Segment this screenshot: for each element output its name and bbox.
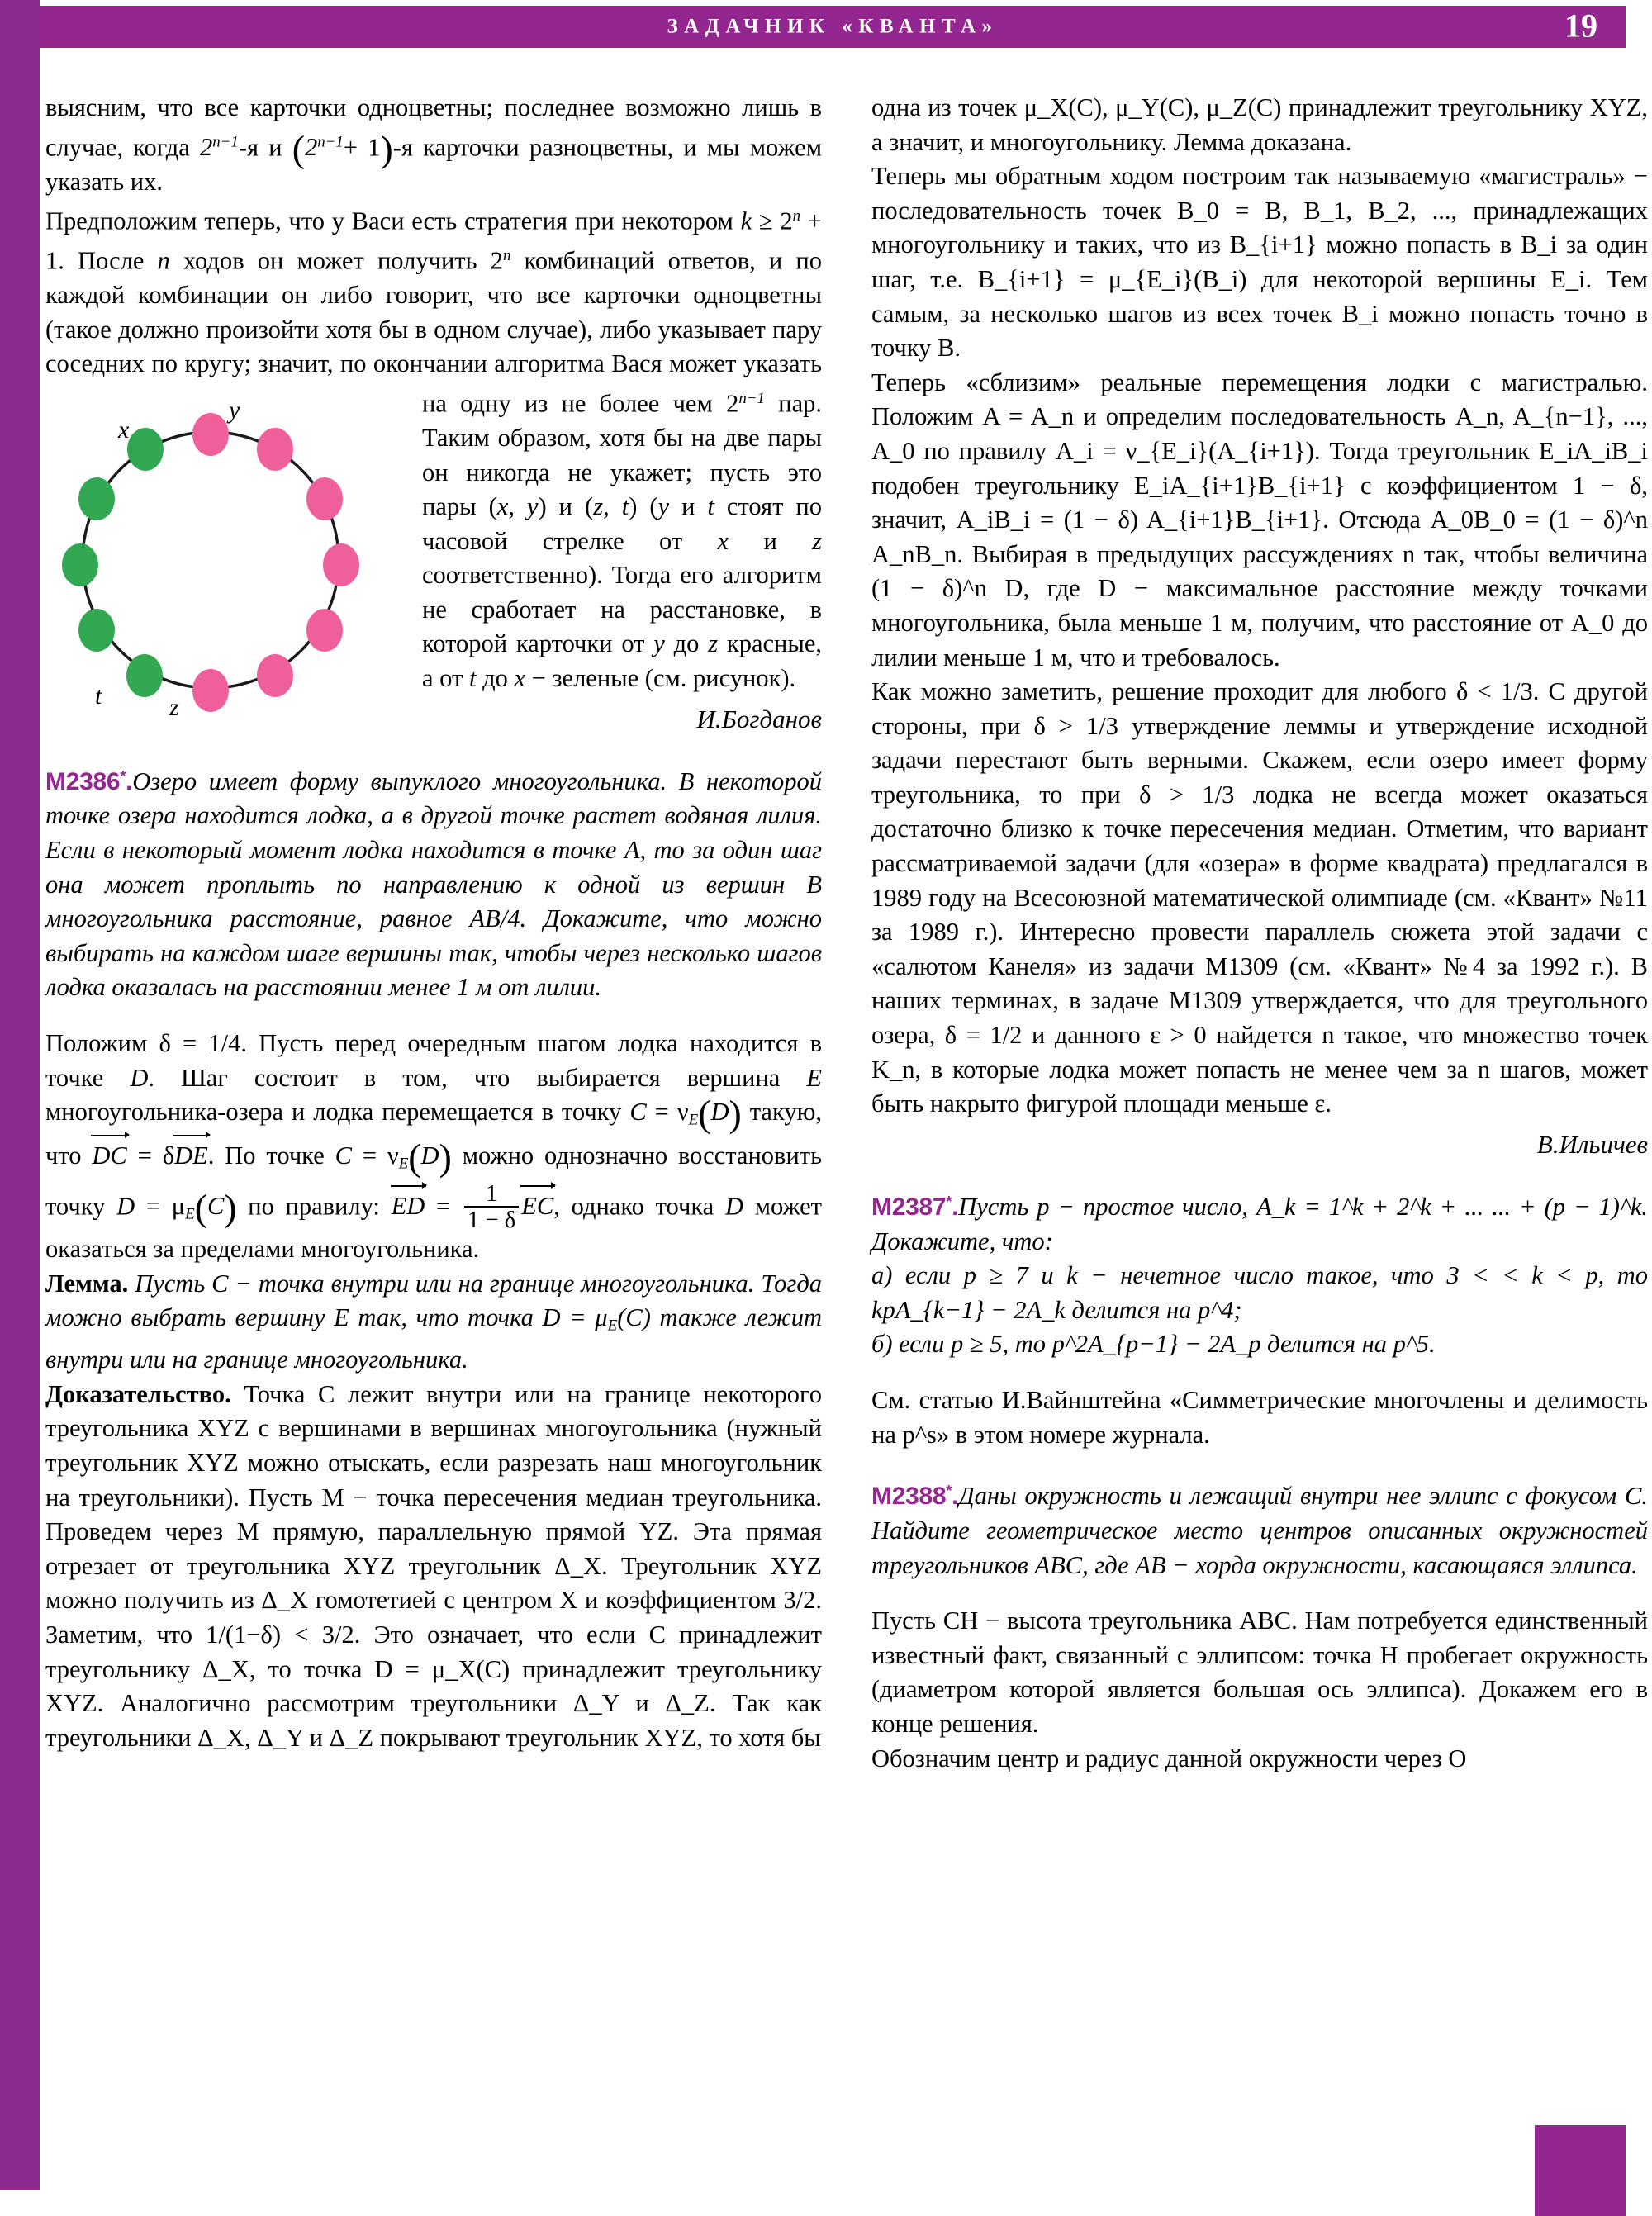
point-D-3: D [420,1141,439,1170]
point-C-1: C [629,1098,647,1127]
lemma-body-1: Пусть C − точка внутри или на границе многоугольника. Тогда можно выбрать вершину E так, что точка [45,1269,823,1332]
sol1-j: может оказаться за пределами многоугольника. [45,1192,823,1264]
marker-pink-z [192,669,229,712]
problem-m2387-item-b: б) если p ≥ 5, то p^2A_{p−1} − 2A_p делится на p^5. [871,1330,1436,1359]
right-paragraph-1: одна из точек μ_X(C), μ_Y(C), μ_Z(C) принадлежит треугольнику XYZ, а значит, и многоугольнику. Лемма доказана. [871,93,1648,156]
cont2-t5: 2 [490,246,503,275]
lemma-paragraph [45,1267,822,1378]
problem-m2387-line2: ... + (p − 1)^k. Докажите, что: [871,1193,1648,1255]
var-t-3: t [468,664,477,693]
equals-sign-1: = [425,1192,462,1221]
comma-1: , [508,492,527,521]
var-t-1: t [621,492,629,521]
vector-ED: ED [392,1188,425,1224]
page-number: 19 [1564,7,1597,45]
var-k: k [740,206,752,235]
cont2-t8: пар. Таким образом, хотя бы на две пары он никогда не укажет; пусть это пары ( [422,389,823,521]
problem-number-m2387: M2387*. [871,1192,959,1222]
fraction-numerator: 1 [485,1179,498,1207]
sol1-g: можно однозначно восстановить точку [45,1141,822,1221]
cont1-line2a: возможно лишь в случае, когда [45,93,823,161]
figure-label-z: z [169,693,179,717]
marker-pink-1 [257,428,293,471]
problem-m2387 [871,1184,1648,1259]
problem-star-m2388: * [946,1482,952,1500]
sol1-h: по правилу: [236,1192,392,1221]
cont1-line1: выясним, что все карточки одноцветны; последнее [45,93,615,121]
figure-circle [83,432,339,688]
sol1-e: такую, что [45,1098,822,1170]
circle-figure-svg [45,387,401,717]
cont1-line2f: -я [392,132,413,161]
problem-star-m2386: * [120,766,126,785]
cont2-t16: до [664,629,709,658]
point-C-2: C [335,1141,352,1170]
sub-E-1: E [688,1111,699,1129]
spacer [45,738,822,759]
cont2-t19: до [476,664,515,693]
var-z-1: z [593,492,604,521]
cont2-ge: ≥ 2 [752,206,793,235]
marker-green-3 [78,609,115,652]
cont2-t2: + 1 [45,206,822,275]
right-paragraph-2: Теперь мы обратным ходом построим так называемую «магистраль» − последовательность точек B_0 = B, B_1, B_2, ..., принадлежащих многоугольнику и таких, что из B_{i+1} можно попасть в B_i за один шаг, т.е. B_{i+1} = μ_{E_i}(B_i) для некоторой вершины E_i. Тем самым, за несколько шагов из всех точек B_i можно попасть точно в точку B. [871,162,1648,363]
cont1-line2c: -я и [238,132,292,161]
sol1-b: . Пусть перед очередным шагом лодка находится в точке [45,1029,823,1092]
var-x-1: x [496,492,509,521]
problem-m2386 [45,759,822,1005]
marker-green-x [127,428,164,471]
power-2-n-minus-1-a: $2^{n-1}$ [199,132,239,161]
cont2-t15: соответственно). Тогда его алгоритм не сработает на расстановке, в которой карточки от [422,561,822,658]
var-x-2: x [717,526,729,555]
plus-one: + 1 [343,132,381,161]
figure-label-x: x [118,415,130,444]
right-column [871,91,1648,1776]
sol1-eq2: = δ [126,1141,175,1170]
var-y-1: y [526,492,539,521]
paren-open-1: ( [698,1092,711,1135]
author-attribution-1: И.Богданов [696,704,822,733]
right-paragraph-last-2: Обозначим центр и радиус данной окружности через O [871,1744,1467,1772]
lemma-arg: (C) [617,1303,651,1332]
close-paren-big: ) [380,127,393,170]
proof-body: Точка C лежит внутри или на границе некоторого треугольника XYZ с вершинами в вершинах многоугольника (нужный треугольник XYZ можно отыскать, если разрезать наш многоугольник на треугольники). Пусть M − точка пересечения медиан треугольника. Проведем через M прямую, параллельную прямой YZ. Эта прямая отрезает от треугольника XYZ треугольник Δ_X. Треугольник XYZ можно получить из Δ_X гомотетией с центром X и коэффициентом 3/2. Заметим, что 1/(1−δ) < 3/2. Это означает, что если C принадлежит треугольнику Δ_X, то точка D = μ_X(C) принадлежит треугольнику XYZ. Аналогично рассмотрим треугольники Δ_Y и Δ_Z. Так как треугольники Δ_X, Δ_Y и Δ_Z покрывают треугольник XYZ, то хотя бы [45,1379,822,1752]
left-column [45,91,822,1755]
paren-close-2: ) [439,1136,452,1179]
marker-green-2 [62,543,98,586]
sol1-d: многоугольника-озера и лодка перемещается в точку [45,1098,630,1127]
var-y-3: y [653,629,665,658]
lemma-heading: Лемма. [45,1269,129,1298]
circle-figure [45,387,401,717]
spacer [871,1163,1648,1184]
corner-accent-tab [1535,2125,1626,2216]
marker-pink-y [192,413,229,456]
proof-heading: Доказательство. [45,1379,231,1408]
cont2-t10: ) ( [629,492,658,521]
problem-m2388 [871,1473,1648,1583]
problem-text-m2386: Озеро имеет форму выпуклого многоугольника. В некоторой точке озера находится лодка, а в другой точке растет водяная лилия. Если в некоторый момент лодка находится в точке A, то за один шаг она может проплыть по направлению к одной из вершин B многоугольника расстояние, равное AB/4. Докажите, что можно выбирать на каждом шаге вершины так, чтобы через несколько шагов лодка оказалась на расстоянии менее 1 м от лилии. [45,766,822,1002]
page-header-bar [40,6,1626,48]
spacer [45,1005,822,1027]
problem-m2387-line1: Пусть p − простое число, A_k = 1^k + 2^k + ... [958,1193,1484,1222]
lemma-D-mu: D = μ [542,1303,608,1332]
problem-number-m2386: M2386*. [45,766,133,795]
sol1-eq: = ν [646,1098,689,1127]
fraction-denominator: 1 − δ [464,1206,519,1232]
mu-E-C: = $\mu_E(C)$ [135,1186,237,1229]
sol1-c: . Шаг состоит в том, что выбирается вершина [148,1063,807,1092]
var-z-2: z [812,526,822,555]
cont2-t9: ) и ( [538,492,594,521]
marker-green-t [126,654,163,697]
spacer [871,1452,1648,1473]
var-t-2: t [707,492,714,521]
reference-note: См. статью И.Вайнштейна «Симметрические многочлены и делимость на p^s» в этом номере журнала. [871,1386,1648,1449]
point-D-2: D [710,1098,729,1127]
var-x-3: x [514,664,526,693]
cont2-t4: ходов он может получить [169,246,491,275]
author-attribution-2: В.Ильичев [1536,1129,1648,1159]
solution-paragraph-1 [45,1027,822,1267]
paragraph-continuation-2 [45,199,823,717]
spacer [871,1362,1648,1383]
sol1-i: , однако точка [553,1192,725,1221]
exp-n-2: n [502,247,511,265]
right-paragraph-4: Как можно заметить, решение проходит для любого δ < 1/3. С другой стороны, при δ > 1/3 утверждение леммы и утверждение исходной задачи перестают быть верными. Скажем, если озеро имеет форму треугольника, то при δ > 1/3 лодка не всегда может оказаться достаточно близко к точке пересечения медиан. Отметим, что вариант рассматриваемой задачи (для «озера» в форме квадрата) предлагался в 1989 году на Всесоюзной математической олимпиаде (см. «Квант» №11 за 1989 г.). Интересно провести параллель сюжета этой задачи с «салютом Канеля» из задачи М1309 (см. «Квант» №4 за 1992 г.). В наших терминах, в задаче М1309 утверждается, что для треугольного озера, δ = 1/2 и данного ε > 0 найдется n такое, что множество точек K_n, в которые лодка может попасть не менее чем за n шагов, может быть накрыто фигурой площади меньше ε. [871,677,1648,1118]
var-n-1: n [157,246,170,275]
comma-2: , [603,492,622,521]
problem-star-m2387: * [946,1192,952,1210]
marker-pink-5 [257,654,293,697]
cont2-t20: − зеленые (см. рисунок). [525,664,796,693]
cont2-t17: красные, а от [422,629,822,693]
exp-n-1: n [792,207,801,225]
right-paragraph-last: Пусть CH − высота треугольника ABC. Нам потребуется единственный известный факт, связанный с эллипсом: точка H пробегает окружность (диаметром которой является большая ось эллипса). Докажем его в конце решения. [871,1606,1648,1738]
power-2-n-minus-1-b: $2^{n-1}$ [304,132,344,161]
cont2-t1: Предположим теперь, что у Васи есть стратегия при некотором [45,206,741,235]
marker-pink-3 [323,543,359,586]
vector-DE: DE [174,1137,208,1174]
paren-close-1: ) [729,1092,742,1135]
point-D-5: D [724,1192,743,1221]
figure-label-t: t [95,681,102,709]
problem-m2387-item-a: а) если p ≥ 7 и k − нечетное число такое, что 3 < < k < p, то kpA_{k−1} − 2A_k делится на p^4; [871,1261,1648,1324]
vertex-E-1: E [806,1063,823,1092]
marker-green-1 [78,477,115,520]
page-spine-bar [0,0,40,2190]
paren-open-2: ( [408,1136,421,1179]
point-D-1: D [130,1063,149,1092]
cont2-t7: 2 [726,389,739,418]
problem-number-m2388: M2388*. [871,1482,959,1511]
paragraph-continuation-1 [45,91,822,199]
fraction-1-over-1-minus-delta [464,1181,519,1232]
marker-pink-4 [306,609,343,652]
vector-EC: EC [521,1188,553,1224]
var-z-3: z [708,629,719,658]
running-title: ЗАДАЧНИК «КВАНТА» [667,14,999,37]
marker-pink-2 [306,477,343,520]
cont2-t14: и [729,526,813,555]
exp-n-3: n−1 [738,389,765,407]
sol1-f: . По точке [207,1141,335,1170]
cont2-t3: . После [58,246,158,275]
figure-label-y: y [229,396,240,424]
cont1-line3: карточки разноцветны, и мы можем указать их. [45,132,822,196]
cont2-t13: стоят по часовой стрелке от [422,492,822,555]
sub-E-2: E [398,1155,409,1173]
lemma-sub-E: E [607,1317,618,1335]
point-D-4: D [116,1192,135,1221]
open-paren-big: ( [292,127,305,170]
spacer [871,1583,1648,1604]
vector-DC: DC [92,1137,126,1174]
lemma-body-2: также лежит внутри или на границе многоугольника. [45,1303,823,1374]
var-y-2: y [657,492,670,521]
problem-text-m2388: Даны окружность и лежащий внутри нее эллипс с фокусом C. Найдите геометрическое место центров описанных окружностей треугольников ABC, где AB − хорда окружности, касающаяся эллипса. [871,1482,1648,1579]
right-paragraph-3: Теперь «сблизим» реальные перемещения лодки с магистралью. Положим A = A_n и определим последовательность A_n, A_{n−1}, ..., A_0 по правилу A_i = ν_{E_i}(A_{i+1}). Тогда треугольник E_iA_iB_i подобен треугольнику E_iA_{i+1}B_{i+1} с коэффициентом 1 − δ, значит, A_iB_i = (1 − δ) A_{i+1}B_{i+1}. Отсюда A_0B_0 = (1 − δ)^n A_nB_n. Выбирая в предыдущих рассуждениях n так, чтобы величина (1 − δ)^n D, где D − максимальное расстояние между точками многоугольника, была меньше 1 м, получим, что расстояние от A_0 до лилии меньше 1 м, что и требовалось. [871,368,1648,671]
sol1-eq-b: = ν [351,1141,399,1170]
cont2-t6: комбинаций ответов, и по каждой комбинации он либо говорит, что все карточки одноцветны (такое должно произойти хотя бы в одном случае), либо указывает пару соседних по кругу; значит, по окончании алгоритма Вася может указать на одну из не более чем [45,246,822,418]
cont2-t8-wrap [95,389,823,717]
sol1-a: Положим δ = 1/4 [45,1029,241,1058]
cont2-t11: и [669,492,708,521]
proof-paragraph [45,1378,822,1756]
